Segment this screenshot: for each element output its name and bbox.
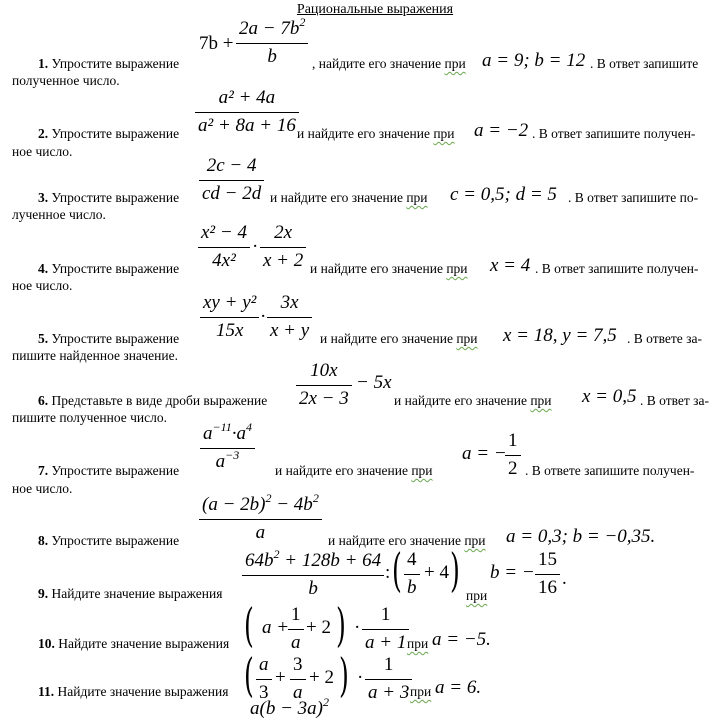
numerator: $64b^2 + 128b + 64$ (245, 547, 382, 571)
denominator: a (291, 632, 301, 653)
expression-rest: − 5x (356, 372, 392, 393)
fraction (195, 87, 299, 137)
multiply-dot: · (260, 306, 267, 327)
right-paren: ) (336, 598, 346, 652)
values: x = 18, y = 7,5 (503, 325, 617, 346)
left-paren: ( (244, 648, 254, 702)
numerator: 3 (293, 654, 303, 675)
problem-lead-text: Упростите выражение (51, 533, 180, 548)
problem-number: 10. (38, 636, 55, 651)
problem-mid-text: и найдите его значение (270, 190, 403, 205)
values-fraction (505, 430, 521, 480)
denominator: a (255, 522, 266, 543)
problem-tail-text: . В ответ запишите получен- (532, 126, 696, 141)
problem-tail-text: . В ответ запишите (590, 56, 699, 71)
values: a = −5. (432, 629, 491, 650)
inner-fraction-1 (256, 654, 272, 704)
pri-word: при (407, 636, 429, 651)
numerator: $a^{-11}\cdot a^4$ (203, 420, 252, 444)
problem-tail-text: . В ответе запишите получен- (525, 463, 695, 478)
values: x = 0,5 (582, 386, 637, 407)
pri-word: при (406, 190, 428, 205)
fraction (242, 547, 384, 600)
numerator: x² − 4 (201, 222, 247, 243)
problem-continuation: пишите найденное значение. (12, 348, 178, 363)
pri-word: при (464, 533, 486, 548)
numerator: 1 (380, 604, 391, 625)
problem-number: 1. (38, 56, 49, 71)
pri-word: при (456, 331, 478, 346)
multiply-dot: · (354, 617, 361, 638)
fraction-2 (267, 292, 312, 342)
fraction (236, 15, 308, 68)
denominator: 4x² (212, 250, 236, 271)
values: x = 4 (490, 255, 531, 276)
fraction (199, 491, 322, 544)
problem-tail-text: . В ответ запишите по- (568, 190, 699, 205)
values: a = 9; b = 12 (482, 50, 586, 71)
denominator: 15x (215, 320, 244, 341)
values-end: . (562, 568, 567, 589)
numerator: a (259, 654, 269, 675)
inner-fraction (404, 549, 420, 599)
problem-continuation: лученное число. (12, 207, 106, 222)
problem-number: 9. (38, 586, 49, 601)
problem-number: 7. (38, 463, 49, 478)
left-paren: ( (244, 598, 254, 652)
problem-number: 2. (38, 126, 49, 141)
numerator: 10x (310, 360, 338, 381)
numerator: 1 (508, 430, 518, 451)
problem-lead-text: Представьте в виде дроби выражение (51, 393, 268, 408)
right-paren: ) (339, 648, 349, 702)
multiply-dot: · (252, 236, 259, 257)
problem-mid-text: , найдите его значение (312, 56, 442, 71)
problem-lead-text: Упростите выражение (51, 56, 180, 71)
inner-fraction-2 (290, 654, 306, 704)
numerator: 1 (291, 604, 301, 625)
problem-continuation: полученное число. (12, 73, 120, 88)
denominator: cd − 2d (202, 183, 262, 204)
denominator: a (293, 682, 303, 703)
problem-lead-text: Упростите выражение (51, 331, 180, 346)
denominator: x + y (270, 320, 310, 341)
pri-word: при (411, 463, 433, 478)
problem-lead-text: Упростите выражение (51, 190, 180, 205)
page-title: Рациональные выражения (296, 2, 454, 17)
problem-lead-text: Найдите значение выражения (58, 636, 230, 651)
denominator: a + 3 (368, 682, 410, 703)
denominator: $a^{-3}$ (215, 448, 240, 472)
fraction (362, 604, 409, 654)
values-prefix: b = − (490, 562, 535, 583)
pri-word: при (433, 126, 455, 141)
problem-number: 4. (38, 261, 49, 276)
problem-continuation: ное число. (12, 278, 73, 293)
problem-mid-text: и найдите его значение (275, 463, 408, 478)
expression-whole-part: 7b + (199, 33, 234, 54)
values: a = −2 (474, 120, 529, 141)
divide-sign: : (385, 562, 391, 583)
problem-tail-text: . В ответ запишите получен- (535, 261, 699, 276)
plus-sign: + (275, 667, 286, 688)
problem-number: 8. (38, 533, 49, 548)
left-paren: ( (392, 543, 402, 597)
problem-number: 11. (38, 684, 55, 699)
pri-word: при (444, 56, 466, 71)
problem-lead-text: Найдите значение выражения (51, 586, 223, 601)
denominator: 2 (508, 458, 518, 479)
problem-lead-text: Найдите значение выражения (57, 684, 229, 699)
problem-continuation: ное число. (12, 144, 73, 159)
fraction (200, 420, 255, 473)
numerator: 3x (280, 292, 299, 313)
fraction (296, 360, 352, 410)
fraction-2 (260, 222, 306, 272)
inner-rest: + 4 (424, 562, 449, 583)
denominator: x + 2 (263, 250, 304, 271)
problem-number: 6. (38, 393, 49, 408)
numerator: 4 (407, 549, 417, 570)
numerator: 1 (383, 654, 394, 675)
problem-number: 3. (38, 190, 49, 205)
right-paren: ) (450, 543, 460, 597)
denominator: 16 (538, 577, 557, 598)
denominator: a² + 8a + 16 (198, 115, 296, 136)
term-a: a + (262, 617, 290, 638)
denominator: b (308, 578, 318, 599)
fraction (199, 155, 264, 205)
problem-number: 5. (38, 331, 49, 346)
denominator: b (267, 46, 277, 67)
inner-rest: + 2 (309, 667, 334, 688)
multiply-dot: · (357, 667, 364, 688)
denominator: b (407, 577, 417, 598)
problem-lead-text: Упростите выражение (51, 126, 180, 141)
pri-word: при (466, 588, 488, 603)
problem-mid-text: и найдите его значение (297, 126, 430, 141)
problem-continuation: пишите полученное число. (12, 410, 167, 425)
problem-lead-text: Упростите выражение (51, 261, 180, 276)
values: a = 6. (435, 677, 482, 698)
problem-tail-text: . В ответ за- (640, 393, 709, 408)
fraction-1 (200, 292, 259, 342)
pri-word: при (446, 261, 468, 276)
problem-mid-text: и найдите его значение (320, 331, 453, 346)
values: a = 0,3; b = −0,35. (506, 526, 656, 547)
fraction (365, 654, 412, 704)
numerator: xy + y² (203, 292, 257, 313)
numerator: 2c − 4 (206, 155, 257, 176)
values-fraction (535, 549, 560, 599)
problem-lead-text: Упростите выражение (51, 463, 180, 478)
values-prefix: a = − (462, 443, 507, 464)
inner-rest: + 2 (306, 617, 331, 638)
problem-mid-text: и найдите его значение (310, 261, 443, 276)
problem-continuation: ное число. (12, 481, 73, 496)
denominator: 2x − 3 (299, 388, 349, 409)
pri-word: при (410, 684, 432, 699)
values: c = 0,5; d = 5 (450, 184, 557, 205)
denominator: a + 1 (365, 632, 407, 653)
denominator: 3 (259, 682, 269, 703)
numerator: $2a - 7b^2$ (239, 15, 306, 39)
numerator: 15 (538, 549, 557, 570)
problem-tail-text: . В ответе за- (627, 331, 702, 346)
numerator: a² + 4a (218, 87, 276, 108)
numerator: $(a - 2b)^2 - 4b^2$ (202, 491, 319, 515)
partial-next-expression: $a(b - 3a)^2$ (250, 695, 329, 719)
inner-fraction (288, 604, 304, 654)
problem-mid-text: и найдите его значение (394, 393, 527, 408)
numerator: 2x (274, 222, 293, 243)
pri-word: при (530, 393, 552, 408)
fraction-1 (198, 222, 250, 272)
problem-mid-text: и найдите его значение (328, 533, 461, 548)
